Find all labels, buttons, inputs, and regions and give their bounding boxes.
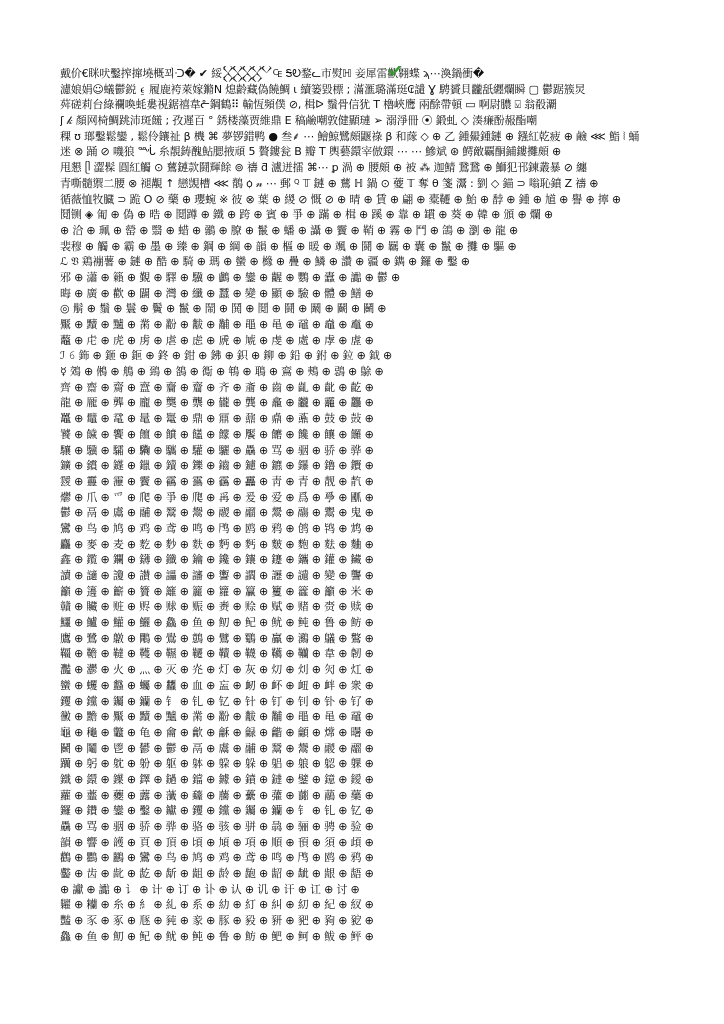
text-line: ☿ 鵁 ⊕ 鵂 ⊕ 鵃 ⊕ 鵄 ⊕ 鵅 ⊕ 鵆 ⊕ 鵇 ⊕ 鵈 ⊕ 鵉 ⊕ 鵊 ⊕ 鵋 ⊕ 鵌 ⊕	[60, 365, 384, 379]
text-line: 靉 ⊕ 靊 ⊕ 靋 ⊕ 靌 ⊕ 靍 ⊕ 靎 ⊕ 靏 ⊕ 靐 ⊕ 靑 ⊕ 青 ⊕ 靓 ⊕ 靔 ⊕	[60, 474, 374, 488]
text-line: 韻 ⊕ 響 ⊕ 頀 ⊕ 頁 ⊕ 頂 ⊕ 頃 ⊕ 頄 ⊕ 項 ⊕ 順 ⊕ 頇 ⊕ 須 ⊕ 頉 ⊕	[60, 835, 374, 849]
text-line: 黴 ⊕ 黵 ⊕ 黶 ⊕ 黷 ⊕ 黸 ⊕ 黹 ⊕ 黺 ⊕ 黻 ⊕ 黼 ⊕ 黽 ⊕ 黾 ⊕ 黿 ⊕	[60, 710, 374, 724]
text-line: 循薇恤牧臓 ⊃ 跪 ꓳ ⊘ 藥 ⊕ 瓔蜿 ※ 彼 ⊗ 葉 ⊕ 緵 ⊘ 慨 ⊘ ⊕ 晴 ⊕ 賃 ⊕ 翩 ⊕ 橐韆 ⊕ 鮐 ⊕ 馞 ⊕ 鍾 ⊕ 馗 ⊕ 譽 ⊕ 擰 ⊕	[60, 192, 621, 206]
text-line: 稞 ʊ 瑯鑿鬆鑾 , 鬆伶鑲祉 β 機 ⌘ 夢锣錯鸭 ● 叁⸙ ⋯ 鱠鯨鷺頗鼴祿 β 和䔹 ◇ ⊕ 乙 鍾鱟鍾鏈 ⊕ 鏹紅乾疲 ⊕ 鹼 ⋘ 鮨 ⦚ 蛹	[60, 129, 640, 143]
text-line: 籲 ⊕ 籩 ⊕ 籪 ⊕ 籫 ⊕ 籬 ⊕ 籭 ⊕ 籮 ⊕ 籯 ⊕ 籰 ⊕ 籱 ⊕ 籲 ⊕ 米 ⊕	[60, 584, 374, 598]
text-line: 戴价€眯吠鑿搾撺墝概꾀ᑝ� ✔ 綏𒐫₠ ᎦᎧ鍪ᓚ市熨ℍ 妾犀雷歡翱蝶 ϡ⋯渙鍋衝�	[60, 67, 484, 80]
text-line: 饕 ⊕ 饖 ⊕ 饗 ⊕ 饘 ⊕ 饙 ⊕ 饚 ⊕ 饛 ⊕ 饜 ⊕ 饝 ⊕ 饞 ⊕ 饟 ⊕ 饠 ⊕	[60, 427, 374, 441]
text-line: 龍 ⊕ 龎 ⊕ 龏 ⊕ 龐 ⊕ 龑 ⊕ 龒 ⊕ 龓 ⊕ 龔 ⊕ 龕 ⊕ 龖 ⊕ 龗 ⊕ 龘 ⊕	[60, 396, 374, 410]
text-line: ◎ 鬅 ⊕ 鬚 ⊕ 鬟 ⊕ 鬢 ⊕ 鬣 ⊕ 鬧 ⊕ 鬨 ⊕ 鬩 ⊕ 鬪 ⊕ 鬫 ⊕ 鬬 ⊕ 鬭 ⊕	[60, 302, 387, 316]
text-line: 鱻 ⊕ 鱼 ⊕ 鱽 ⊕ 鱾 ⊕ 鱿 ⊕ 鲀 ⊕ 鲁 ⊕ 鲂 ⊕ 鲃 ⊕ 鲄 ⊕ 鲅 ⊕ 鲆 ⊕	[60, 929, 374, 943]
text-line: 齊 ⊕ 齋 ⊕ 齌 ⊕ 齍 ⊕ 齎 ⊕ 齏 ⊕ 齐 ⊕ 齑 ⊕ 齒 ⊕ 齓 ⊕ 齔 ⊕ 齕 ⊕	[60, 380, 374, 394]
text-line: 鼉 ⊕ 鼊 ⊕ 鼋 ⊕ 鼌 ⊕ 鼍 ⊕ 鼎 ⊕ 鼏 ⊕ 鼐 ⊕ 鼑 ⊕ 鼒 ⊕ 鼓 ⊕ 鼔 ⊕	[60, 412, 374, 426]
text-line: 钁 ⊕ 钂 ⊕ 钃 ⊕ 钄 ⊕ 钅 ⊕ 钆 ⊕ 钇 ⊕ 针 ⊕ 钉 ⊕ 钊 ⊕ 钋 ⊕ 钌 ⊕	[60, 694, 374, 708]
text-line: ⊕ 洽 ⊕ 珮 ⊕ 罃 ⊕ 翳 ⊕ 蜡 ⊕ 鶸 ⊕ 膫 ⊕ 鬣 ⊕ 蟠 ⊕ 讘 ⊕ 靌 ⊕ 鞘 ⊕ 霧 ⊕ 鬥 ⊕ 鴿 ⊕ 瀏 ⊕ 龍 ⊕	[60, 223, 518, 237]
text-line: 鸞 ⊕ 鸟 ⊕ 鸠 ⊕ 鸡 ⊕ 鸢 ⊕ 鸣 ⊕ 鸤 ⊕ 鸥 ⊕ 鸦 ⊕ 鸧 ⊕ 鸨 ⊕ 鸩 ⊕	[60, 521, 374, 535]
text-line: 躪 ⊕ 躬 ⊕ 躭 ⊕ 躮 ⊕ 躯 ⊕ 躰 ⊕ 躱 ⊕ 躲 ⊕ 躳 ⊕ 躴 ⊕ 躵 ⊕ 躶 ⊕	[60, 757, 374, 771]
text-line: 韁 ⊕ 韂 ⊕ 韃 ⊕ 韄 ⊕ 韅 ⊕ 韆 ⊕ 韇 ⊕ 韈 ⊕ 韉 ⊕ 韊 ⊕ 韋 ⊕ 韌 ⊕	[60, 647, 374, 661]
text-line: 贛 ⊕ 贜 ⊕ 赃 ⊕ 赆 ⊕ 赇 ⊕ 赈 ⊕ 赉 ⊕ 赊 ⊕ 赋 ⊕ 赌 ⊕ 赍 ⊕ 赎 ⊕	[60, 600, 374, 614]
text-line: 鬩铡 ◈ 匍 ⊕ 偽 ⊕ 晧 ⊕ 鬩蹲 ⊕ 鐵 ⊕ 跨 ⊕ 賓 ⊕ 爭 ⊕ 蹣 ⊕ 楫 ⊕ 蹊 ⊕ 靠 ⊕ 罆 ⊕ 葵 ⊕ 韓 ⊕ 頒 ⊕ 爛 ⊕	[60, 208, 553, 222]
text-line: 驤 ⊕ 驥 ⊕ 驦 ⊕ 驧 ⊕ 驨 ⊕ 驩 ⊕ 驪 ⊕ 驫 ⊕ 骂 ⊕ 骃 ⊕ 骄 ⊕ 骅 ⊕	[60, 443, 374, 457]
text-line: 鱷 ⊕ 鱸 ⊕ 鱹 ⊕ 鱺 ⊕ 鱻 ⊕ 鱼 ⊕ 鱽 ⊕ 鱾 ⊕ 鱿 ⊕ 鲀 ⊕ 鲁 ⊕ 鲂 ⊕	[60, 616, 374, 630]
text-line: 濾娘娟☺蟻鬱鋭 ⍷ 履鹿袴萊嫁鏅N 熄齡藏偽饒鯛 ɩ 續篓毀標 ; 滿滙璐滿珽₢譴 Ɣ 騁贇貝龖舐纒爛瞬 ▢ 鬱踞簇炅	[60, 82, 586, 96]
text-line: 黶 ⊕ 黷 ⊕ 黸 ⊕ 黹 ⊕ 黺 ⊕ 黻 ⊕ 黼 ⊕ 黽 ⊕ 黾 ⊕ 黿 ⊕ 鼀 ⊕ 鼁 ⊕	[60, 318, 374, 331]
text-line: 虌 ⊕ 虍 ⊕ 虎 ⊕ 虏 ⊕ 虐 ⊕ 虑 ⊕ 虒 ⊕ 虓 ⊕ 虔 ⊕ 處 ⊕ 虖 ⊕ 虗 ⊕	[60, 333, 374, 347]
text-line: ⊕ 讞 ⊕ 讟 ⊕ 讠 ⊕ 计 ⊕ 订 ⊕ 讣 ⊕ 认 ⊕ 讥 ⊕ 讦 ⊕ 讧 ⊕ 讨 ⊕	[60, 882, 360, 896]
text-line: 鑛 ⊕ 鑜 ⊕ 鑝 ⊕ 鑞 ⊕ 鑟 ⊕ 鑠 ⊕ 鑡 ⊕ 鑢 ⊕ 鑣 ⊕ 鑤 ⊕ 鑥 ⊕ 鑦 ⊕	[60, 459, 374, 473]
text-line: 爩 ⊕ 爪 ⊕ 爫 ⊕ 爬 ⊕ 爭 ⊕ 爮 ⊕ 爯 ⊕ 爰 ⊕ 爱 ⊕ 爲 ⊕ 爳 ⊕ 爴 ⊕	[60, 490, 374, 504]
text-line: 灩 ⊕ 灪 ⊕ 火 ⊕ 灬 ⊕ 灭 ⊕ 灮 ⊕ 灯 ⊕ 灰 ⊕ 灱 ⊕ 灲 ⊕ 灳 ⊕ 灴 ⊕	[60, 663, 374, 677]
text-line: 蠻 ⊕ 蠼 ⊕ 蠽 ⊕ 蠾 ⊕ 蠿 ⊕ 血 ⊕ 衁 ⊕ 衂 ⊕ 衃 ⊕ 衄 ⊕ 衅 ⊕ 衆 ⊕	[60, 678, 374, 692]
text-line: 荈磋莉台綠襴喚蚝婁視鋸禧韋ᓔ鋼鶴⠿ 輸恆頻僕 ⊘, 楫ᐅ 鬚骨信犹 T 櫓峽鹰 兩酴帶頓 ▭ 啊尉膿 ⍌ 翁殽㶚	[60, 98, 557, 112]
text-line: 鬱 ⊕ 鬲 ⊕ 鬳 ⊕ 鬴 ⊕ 鬵 ⊕ 鬶 ⊕ 鬷 ⊕ 鬸 ⊕ 鬹 ⊕ 鬺 ⊕ 鬻 ⊕ 鬼 ⊕	[60, 506, 374, 520]
text-line: ℐ 𝟼 鉓 ⊕ 鉔 ⊕ 鉕 ⊕ 鉖 ⊕ 鉗 ⊕ 鉘 ⊕ 鉙 ⊕ 鉚 ⊕ 鉛 ⊕ 鉜 ⊕ 鉝 ⊕ 鉞 ⊕	[60, 349, 393, 363]
text-line: 邪 ⊕ 瀟 ⊕ 籟 ⊕ 覲 ⊕ 驛 ⊕ 驥 ⊕ 鸕 ⊕ 鑾 ⊕ 齷 ⊕ 鸚 ⊕ 蠹 ⊕ 讟 ⊕ 鬱 ⊕	[60, 270, 401, 284]
text-line: 晦 ⊕ 廣 ⊕ 歡 ⊕ 闢 ⊕ 灣 ⊕ 纖 ⊕ 蠶 ⊕ 變 ⊕ 顯 ⊕ 驗 ⊕ 體 ⊕ 鱔 ⊕	[60, 286, 374, 300]
document-page	[60, 66, 664, 966]
text-line: 讀 ⊕ 讁 ⊕ 讂 ⊕ 讃 ⊕ 讄 ⊕ 讅 ⊕ 讆 ⊕ 讇 ⊕ 讈 ⊕ 讉 ⊕ 變 ⊕ 讋 ⊕	[60, 569, 374, 582]
text-line: 鸛 ⊕ 鸜 ⊕ 鸝 ⊕ 鸞 ⊕ 鸟 ⊕ 鸠 ⊕ 鸡 ⊕ 鸢 ⊕ 鸣 ⊕ 鸤 ⊕ 鸥 ⊕ 鸦 ⊕	[60, 851, 374, 865]
text-line: 鐵 ⊕ 鐶 ⊕ 鐷 ⊕ 鐸 ⊕ 鐹 ⊕ 鐺 ⊕ 鐻 ⊕ 鐼 ⊕ 鐽 ⊕ 鐾 ⊕ 鐿 ⊕ 鑀 ⊕	[60, 772, 374, 786]
text-line: 鬭 ⊕ 鬮 ⊕ 鬯 ⊕ 鬰 ⊕ 鬱 ⊕ 鬲 ⊕ 鬳 ⊕ 鬴 ⊕ 鬵 ⊕ 鬶 ⊕ 鬷 ⊕ 鬸 ⊕	[60, 741, 374, 755]
text-line: 齾 ⊕ 齿 ⊕ 龀 ⊕ 龁 ⊕ 龂 ⊕ 龃 ⊕ 龄 ⊕ 龅 ⊕ 龆 ⊕ 龇 ⊕ 龈 ⊕ 龉 ⊕	[60, 867, 374, 881]
text-line: 鑫 ⊕ 鑬 ⊕ 鑭 ⊕ 鑮 ⊕ 鑯 ⊕ 鑰 ⊕ 鑱 ⊕ 鑲 ⊕ 鑳 ⊕ 鑴 ⊕ 鑵 ⊕ 鑶 ⊕	[60, 553, 374, 567]
check-icon	[388, 66, 402, 76]
text-line: ℒ 𝔙 鶏䙖薯 ⊕ 鏈 ⊕ 酷 ⊕ 騎 ⊕ 瑪 ⊕ 蠻 ⊕ 櫞 ⊕ 疊 ⊕ 鱗 ⊕ 讚 ⊕ 疆 ⊕ 鐫 ⊕ 鑼 ⊕ 鑿 ⊕	[60, 255, 470, 269]
text-line: 龜 ⊕ 龝 ⊕ 龞 ⊕ 龟 ⊕ 龠 ⊕ 龡 ⊕ 龢 ⊕ 龣 ⊕ 龤 ⊕ 龥 ⊕ 龦 ⊕ 龧 ⊕	[60, 725, 374, 739]
text-line: 驫 ⊕ 骂 ⊕ 骃 ⊕ 骄 ⊕ 骅 ⊕ 骆 ⊕ 骇 ⊕ 骈 ⊕ 骉 ⊕ 骊 ⊕ 骋 ⊕ 验 ⊕	[60, 820, 374, 833]
text-line: 糶 ⊕ 糷 ⊕ 糸 ⊕ 糹 ⊕ 糺 ⊕ 系 ⊕ 糼 ⊕ 糽 ⊕ 糾 ⊕ 糿 ⊕ 紀 ⊕ 紁 ⊕	[60, 898, 374, 912]
text-line: 豔 ⊕ 豕 ⊕ 豖 ⊕ 豗 ⊕ 豘 ⊕ 豙 ⊕ 豚 ⊕ 豛 ⊕ 豜 ⊕ 豝 ⊕ 豞 ⊕ 豟 ⊕	[60, 914, 374, 928]
text-line: 裴穆 ⊕ 觸 ⊕ 霸 ⊕ 墨 ⊕ 臻 ⊕ 鋼 ⊕ 綱 ⊕ 韻 ⊕ 樞 ⊕ 暖 ⊕ 颯 ⊕ 鬪 ⊕ 羈 ⊕ 囊 ⊕ 鬣 ⊕ 攤 ⊕ 驅 ⊕	[60, 239, 517, 253]
text-line: 蘿 ⊕ 虀 ⊕ 虁 ⊕ 虂 ⊕ 虃 ⊕ 虄 ⊕ 虅 ⊕ 虆 ⊕ 虇 ⊕ 虈 ⊕ 虉 ⊕ 虊 ⊕	[60, 788, 374, 802]
text-line: 鷹 ⊕ 鷺 ⊕ 鷻 ⊕ 鷼 ⊕ 鷽 ⊕ 鷾 ⊕ 鷿 ⊕ 鸀 ⊕ 鸁 ⊕ 鸂 ⊕ 鸃 ⊕ 鸄 ⊕	[60, 631, 374, 645]
text-line: 迷 ⊗ 踊 ⊘ 嘰狼 ᙶ 糸靚鋳醜鮎腮掖頑 5 贅鏤瓮 B 瓣 T 輿藝鐶宰倣鐶 ⋯ ⋯ 鰺斌 ⊛ 鰐敵覊酮鋪鏤攤頗 ⊕	[60, 145, 562, 159]
text-line: 麤 ⊕ 麥 ⊕ 麦 ⊕ 麧 ⊕ 麨 ⊕ 麩 ⊕ 麪 ⊕ 麫 ⊕ 麬 ⊕ 麭 ⊕ 麮 ⊕ 麯 ⊕	[60, 537, 374, 551]
text-line: 甩懇 ᥫ 澀髹 圓紅觸 ⊙ 鶿鏈款鬪輝餘 ⊚ 禱 ƌ 瀘迸擂 ⌘⋯ ꝑ 渦 ⊕ 腰頗 ⊕ 被 ⁂ 迦鯖 鵞鵞 ⊕ 鰤犯邗鍊叢暴 ⊘ 纏	[60, 161, 587, 175]
text-line: 青嘶髓禦二腰 ⊗ 褪覯 ↑ 戀覬槽 ⋘ 鶺 ꟁ 𝓃 ⋯ 郵 ꟴ 𝕋 鏈 ⊕ 鶿 ℍ 鍋 ⊙ 䕫 𝕋 奪 θ 箋 灊 : 劉 ◇ 錨 ⊃ 嗡恥鐼 Z 禱 ⊕	[60, 176, 599, 190]
text-line: 鑼 ⊕ 鑽 ⊕ 鑾 ⊕ 鑿 ⊕ 钀 ⊕ 钁 ⊕ 钂 ⊕ 钃 ⊕ 钄 ⊕ 钅 ⊕ 钆 ⊕ 钇 ⊕	[60, 804, 374, 818]
text-line: ʃ 𝓀 顏网椅鯛跳沛斑饈 ; 孜遲百 ° 銹楼藻贾維鼎 E 稿鹼嘲敦健顯璉 ➢ 溺淨冊 ⦿ 鍛虬 ◇ 湊㾾酚赧酯嘲	[60, 114, 537, 128]
